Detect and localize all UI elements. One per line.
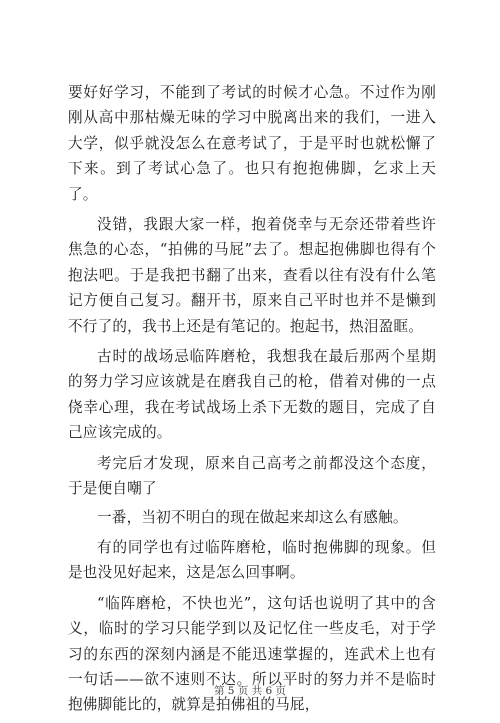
paragraph-5: 一番，当初不明白的现在做起来却这么有感触。: [97, 508, 408, 526]
paragraph-4: 考完后才发现，原来自己高考之前都没这个态度，于是便自嘲了: [68, 454, 436, 498]
paragraph-7: “临阵磨枪，不快也光”，这句话也说明了其中的含义，临时的学习只能学到以及记忆住一些皮毛，对于学习的东西的深刻内涵是不能迅速掌握的，连武术上也有一句话——欲不速则不达。所以平时的努力并不是临时抱佛脚能比的，就算是拍佛祖的马屁，: [68, 594, 436, 714]
page-number-footer: 第 5 页 共 6 页: [213, 685, 287, 697]
paragraph-2: 没错，我跟大家一样，抱着侥幸与无奈还带着些许焦急的心态，“拍佛的马屁”去了。想起抱佛脚也得有个抱法吧。于是我把书翻了出来，查看以往有没有什么笔记方便自己复习。翻开书，原来自己平时也并不是懒到不行了的，我书上还是有笔记的。抱起书，热泪盈眶。: [68, 216, 436, 335]
document-body: [68, 80, 436, 723]
paragraph-6: 有的同学也有过临阵磨枪，临时抱佛脚的现象。但是也没见好起来，这是怎么回事啊。: [68, 538, 436, 582]
paragraph-3: 古时的战场忌临阵磨枪，我想我在最后那两个星期的努力学习应该就是在磨我自己的枪，借着对佛的一点侥幸心理，我在考试战场上杀下无数的题目，完成了自己应该完成的。: [68, 348, 436, 442]
paragraph-1: 要好好学习，不能到了考试的时候才心急。不过作为刚刚从高中那枯燥无味的学习中脱离出来的我们，一进入大学，似乎就没怎么在意考试了，于是平时也就松懈了下来。到了考试心急了。也只有抱抱佛脚，乞求上天了。: [68, 84, 436, 203]
